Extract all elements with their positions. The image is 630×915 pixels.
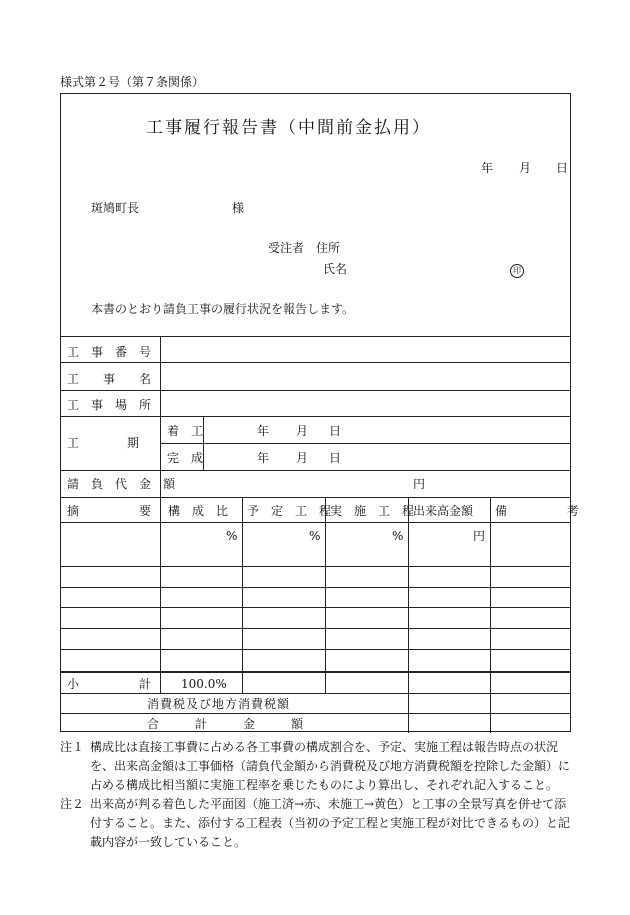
report-form bbox=[60, 93, 580, 732]
header-remarks: 備 考 bbox=[495, 504, 580, 518]
row-label-contract-amount: 請 負 代 金 額 bbox=[67, 477, 176, 491]
statement: 本書のとおり請負工事の履行状況を報告します。 bbox=[91, 302, 355, 316]
date-year: 年 bbox=[481, 161, 494, 175]
note-2 bbox=[60, 795, 575, 852]
contractor-role: 受注者 bbox=[268, 241, 305, 255]
header-actual-progress: 実 施 工 程 bbox=[330, 504, 415, 518]
subtotal-ratio: 100.0% bbox=[181, 677, 227, 691]
header-composition-ratio: 構 成 比 bbox=[168, 504, 229, 518]
tax-label: 消費税及び地方消費税額 bbox=[147, 697, 291, 711]
start-year: 年 bbox=[257, 424, 270, 438]
total-label: 合 計 金 額 bbox=[147, 717, 304, 731]
contractor-name-label: 氏名 bbox=[323, 262, 348, 276]
row-label-project-number: 工 事 番 号 bbox=[67, 345, 152, 359]
note-1-text: 構成比は直接工事費に占める各工事費の構成割合を、予定、実施工程は報告時点の状況を、出来高金額は工事価格（請負代金額から消費税及び地方消費税額を控除した金額）に占める構成比相当額に実施工程率を乗じたものにより算出し、それぞれ記入すること。 bbox=[90, 740, 571, 792]
header-description: 摘 要 bbox=[67, 504, 152, 518]
row-label-start: 着 工 bbox=[167, 424, 204, 438]
completion-month: 月 bbox=[296, 451, 309, 465]
addressee-name: 斑鳩町長 bbox=[91, 201, 140, 215]
row-label-completion: 完 成 bbox=[167, 451, 204, 465]
seal-icon: 印 bbox=[510, 262, 524, 278]
note-1-number: 注１ bbox=[60, 740, 85, 754]
header-planned-progress: 予 定 工 程 bbox=[247, 504, 332, 518]
contractor-address-label: 住所 bbox=[316, 241, 341, 255]
unit-planned: % bbox=[309, 529, 321, 543]
completion-day: 日 bbox=[329, 451, 342, 465]
unit-actual: % bbox=[392, 529, 404, 543]
note-2-number: 注２ bbox=[60, 797, 85, 811]
page-title: 工事履行報告書（中間前金払用） bbox=[146, 118, 431, 138]
notes bbox=[60, 738, 575, 852]
start-day: 日 bbox=[329, 424, 342, 438]
form-label: 様式第２号（第７条関係） bbox=[60, 75, 205, 89]
subtotal-label: 小 計 bbox=[67, 677, 152, 691]
row-label-project-name: 工 事 名 bbox=[67, 372, 152, 386]
row-label-period: 工 期 bbox=[67, 436, 140, 450]
header-progress-amount: 出来高金額 bbox=[413, 504, 474, 518]
addressee-honorific: 様 bbox=[232, 201, 245, 215]
contract-amount-unit: 円 bbox=[413, 477, 426, 491]
date-month: 月 bbox=[519, 161, 532, 175]
completion-year: 年 bbox=[257, 451, 270, 465]
row-label-project-location: 工 事 場 所 bbox=[67, 398, 152, 412]
unit-ratio: % bbox=[226, 529, 238, 543]
note-2-text: 出来高が判る着色した平面図（施工済→赤、未施工→黄色）と工事の全景写真を併せて添付すること。また、添付する工程表（当初の予定工程と実施工程が対比できるもの）と記載内容が一致していること。 bbox=[90, 797, 571, 849]
date-day: 日 bbox=[556, 161, 569, 175]
start-month: 月 bbox=[296, 424, 309, 438]
unit-amount: 円 bbox=[473, 529, 486, 543]
note-1 bbox=[60, 738, 575, 795]
